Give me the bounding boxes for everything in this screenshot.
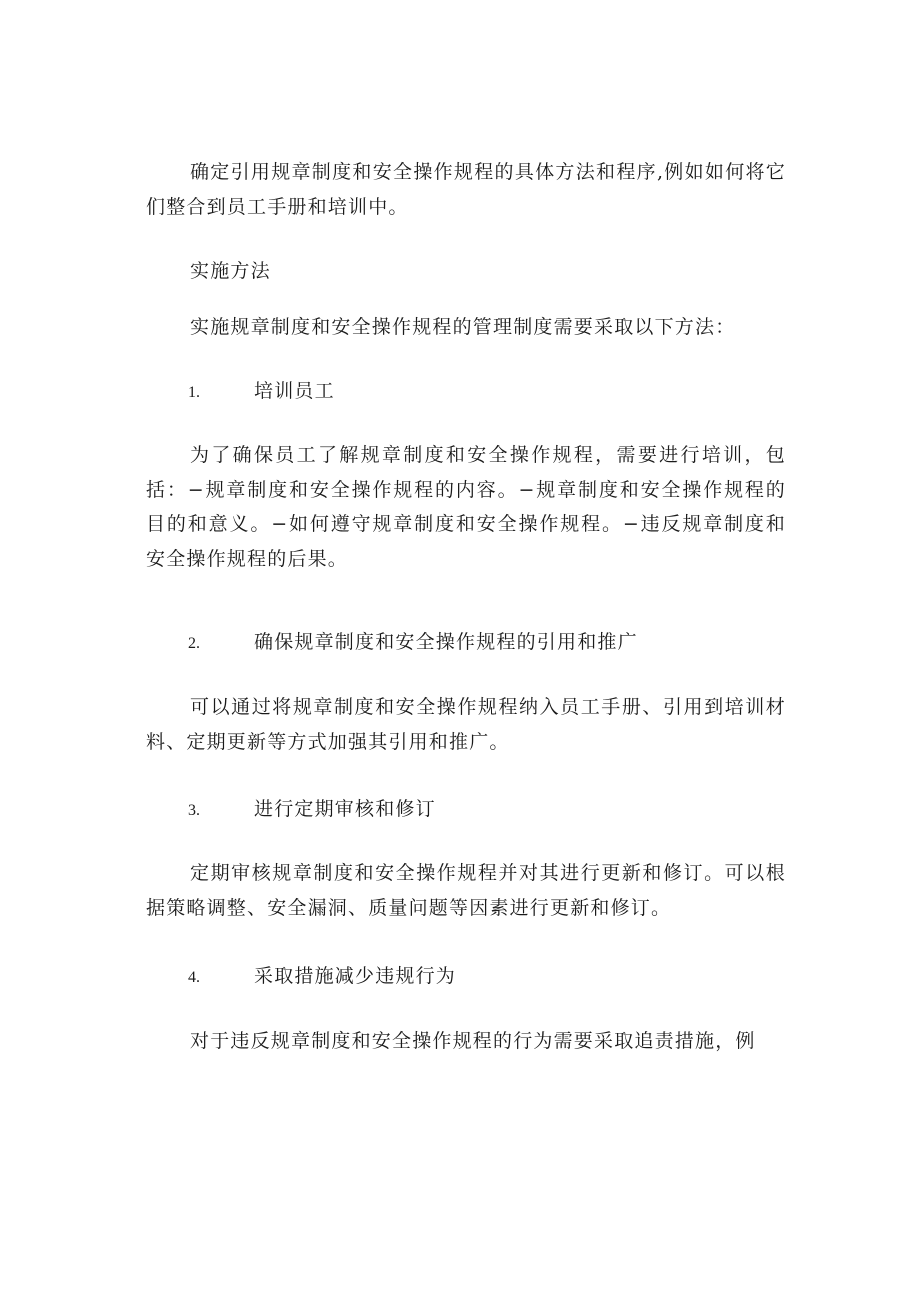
paragraph-review-revision: 定期审核规章制度和安全操作规程并对其进行更新和修订。可以根据策略调整、安全漏洞、质量问题等因素进行更新和修订。: [146, 862, 786, 919]
list-item-label: 采取措施减少违规行为: [254, 965, 457, 987]
list-item-number: 2.: [188, 635, 200, 652]
paragraph-reference-promotion: 可以通过将规章制度和安全操作规程纳入员工手册、引用到培训材料、定期更新等方式加强其引用和推广。: [146, 696, 786, 753]
list-item-number: 1.: [188, 384, 200, 401]
list-item-2: [188, 625, 638, 662]
paragraph-method-procedure: 确定引用规章制度和安全操作规程的具体方法和程序,例如如何将它们整合到员工手册和培训中。: [146, 161, 786, 218]
paragraph-accountability: 对于违反规章制度和安全操作规程的行为需要采取追责措施，例: [190, 1030, 756, 1052]
list-item-3: [188, 792, 436, 829]
list-item-number: 4.: [188, 969, 200, 986]
list-item-label: 确保规章制度和安全操作规程的引用和推广: [254, 631, 638, 653]
section-heading-implementation: 实施方法: [190, 260, 271, 282]
paragraph-implementation-intro: 实施规章制度和安全操作规程的管理制度需要采取以下方法：: [190, 316, 736, 338]
list-item-1: [188, 374, 335, 411]
list-item-label: 进行定期审核和修订: [254, 798, 436, 820]
paragraph-training: 为了确保员工了解规章制度和安全操作规程，需要进行培训，包括：−规章制度和安全操作规程的内容。−规章制度和安全操作规程的目的和意义。−如何遵守规章制度和安全操作规程。−违反规章制度和安全操作规程的后果。: [146, 444, 786, 570]
list-item-label: 培训员工: [254, 380, 335, 402]
list-item-number: 3.: [188, 802, 200, 819]
list-item-4: [188, 959, 456, 996]
